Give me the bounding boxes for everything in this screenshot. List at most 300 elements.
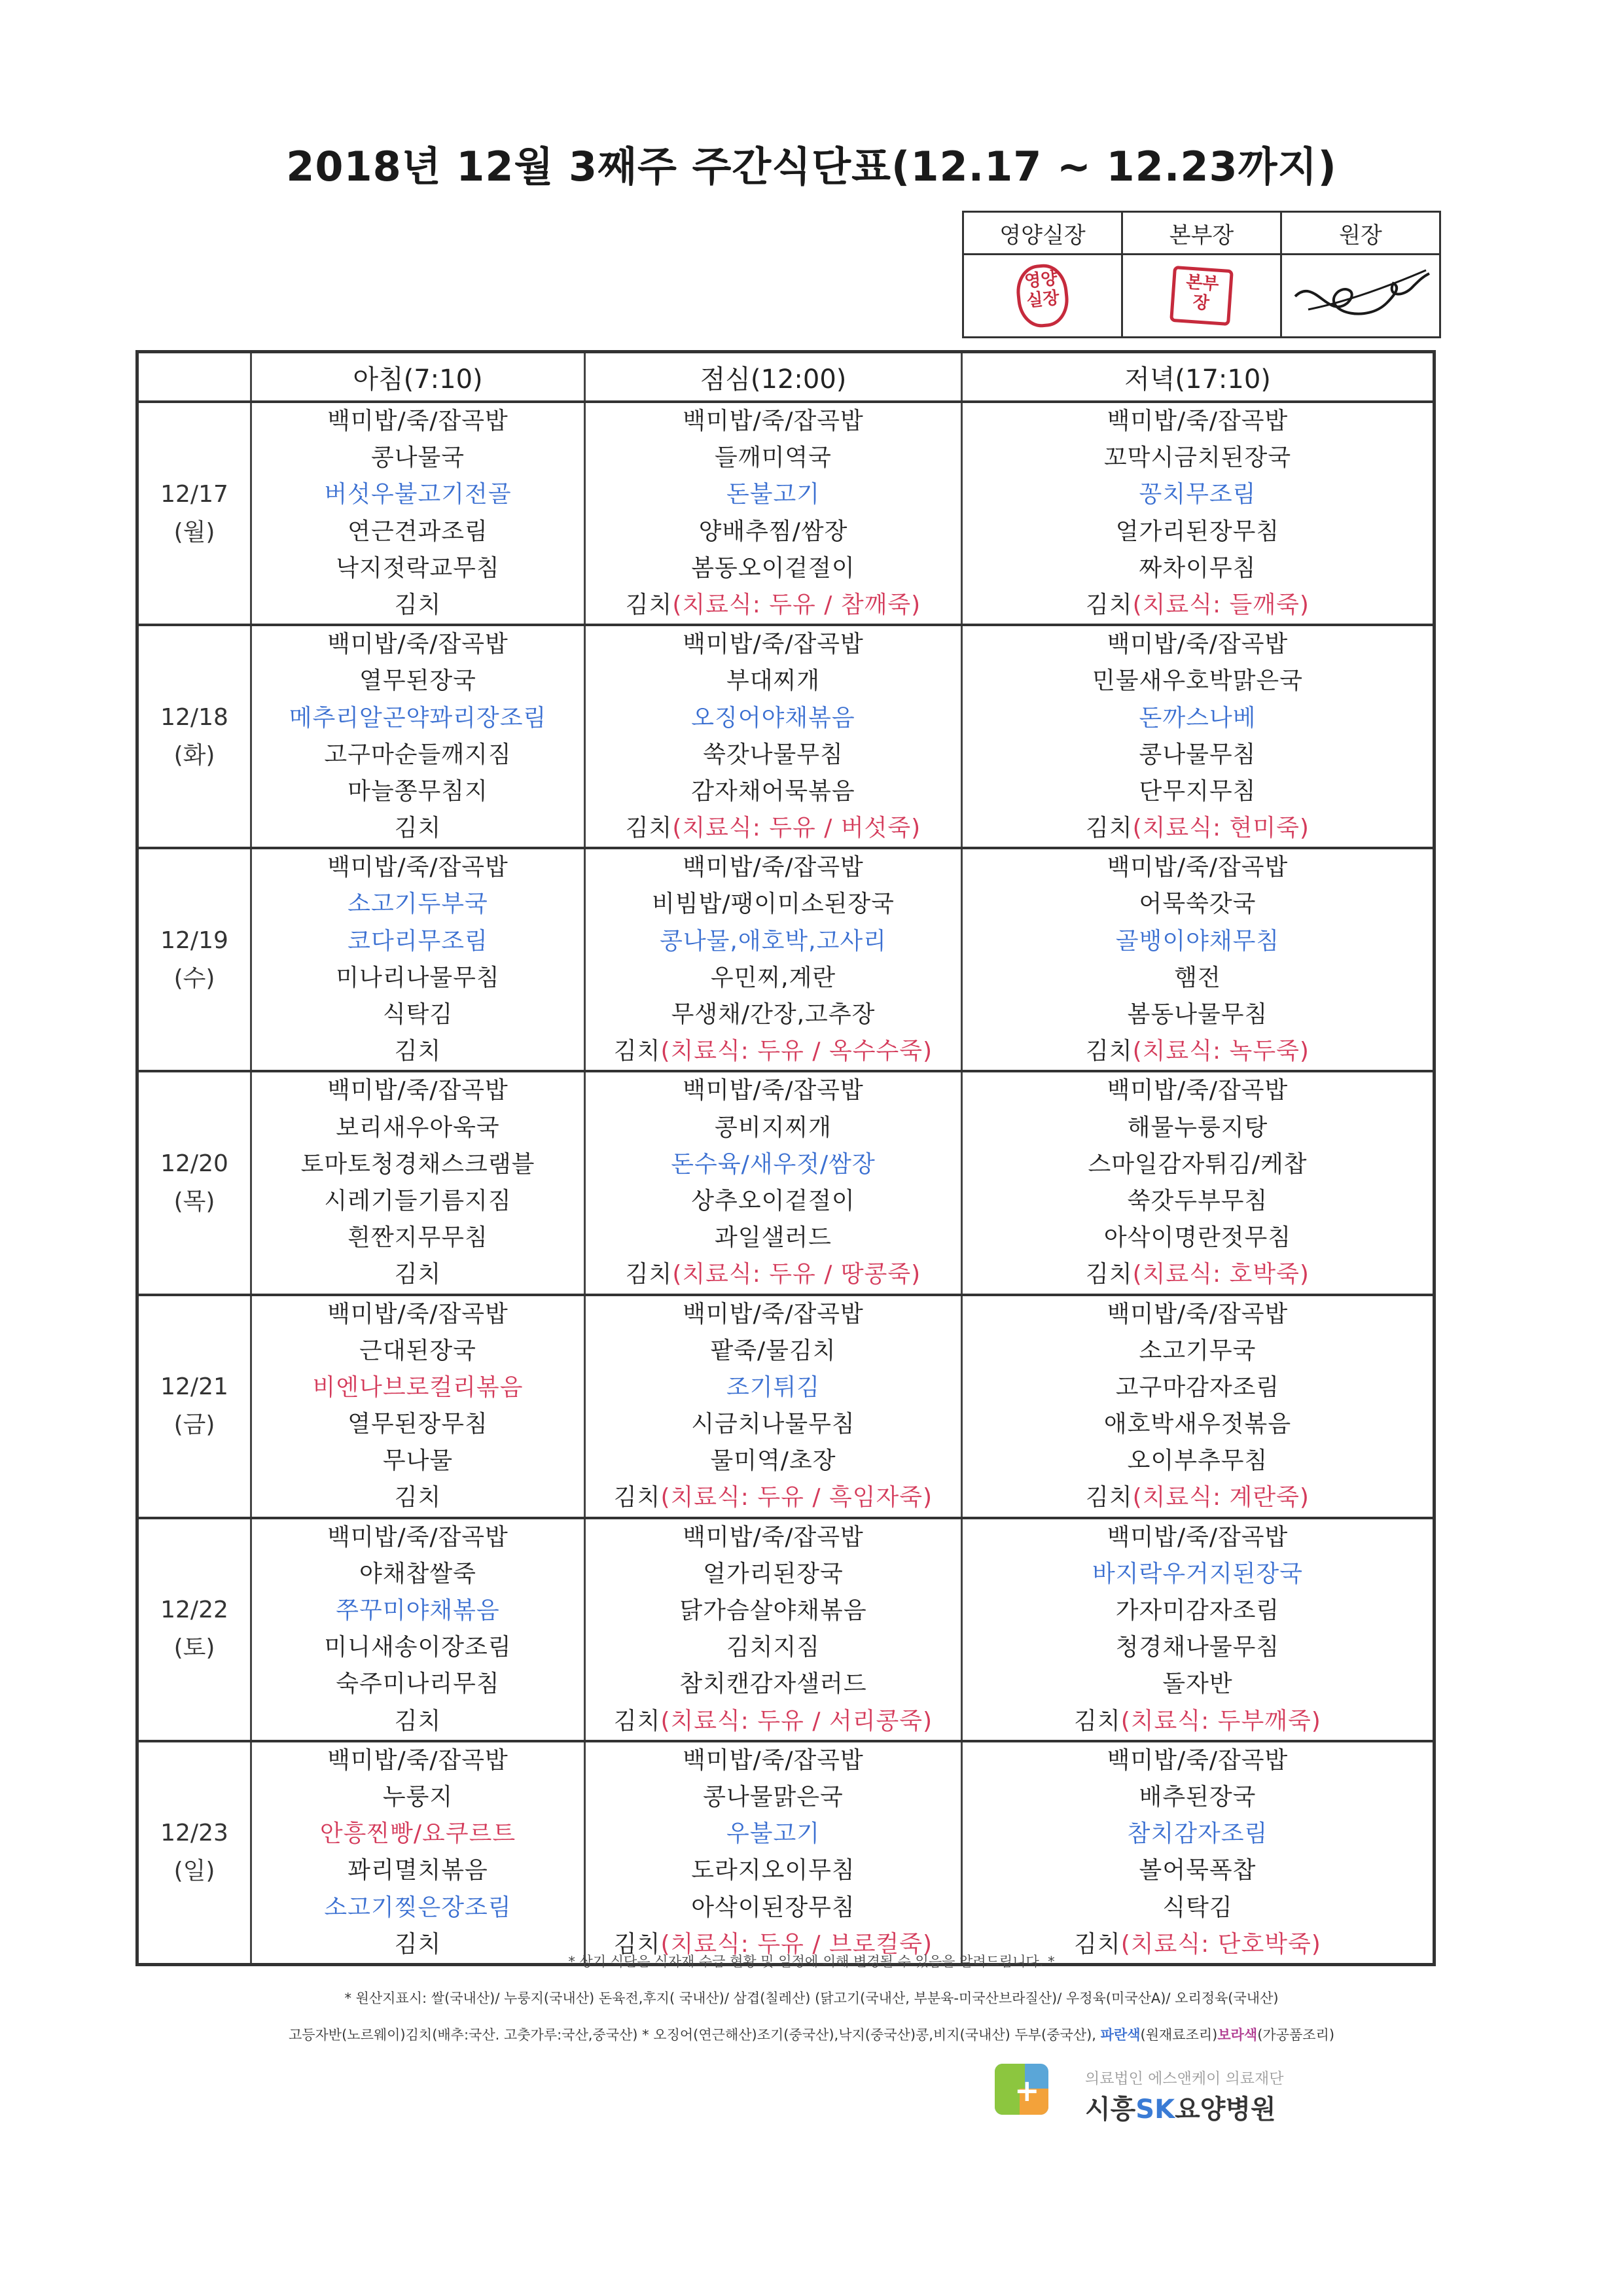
menu-item-text: 코다리무조림 <box>348 927 488 955</box>
legend-purple-word: 보라색 <box>1217 2027 1258 2043</box>
menu-item <box>586 626 961 663</box>
day-label <box>137 1071 251 1294</box>
menu-item <box>963 1406 1433 1443</box>
menu-item <box>252 886 584 923</box>
approval-label-president: 원장 <box>1281 212 1440 255</box>
menu-item-text: 민물새우호박맑은국 <box>1092 667 1303 695</box>
day-row <box>137 848 1435 1071</box>
menu-item <box>586 810 961 847</box>
menu-item <box>586 1256 961 1293</box>
menu-item-text: 시금치나물무침 <box>691 1411 855 1438</box>
header-breakfast: 아침(7:10) <box>251 352 585 402</box>
seal-stamp-icon: 영양 실장 <box>1014 262 1071 330</box>
org-name-sk: SK <box>1135 2094 1175 2125</box>
menu-item <box>963 1033 1433 1070</box>
menu-item <box>963 1333 1433 1369</box>
menu-item <box>963 663 1433 699</box>
day-date: 12/23 <box>160 1820 228 1847</box>
menu-item <box>252 1890 584 1926</box>
menu-item <box>586 1779 961 1816</box>
menu-item <box>252 514 584 550</box>
menu-item <box>963 810 1433 847</box>
menu-item <box>586 960 961 997</box>
menu-item <box>586 440 961 476</box>
approval-label-nutrition: 영양실장 <box>963 212 1122 255</box>
seal-stamp-icon: 본부 장 <box>1169 266 1234 326</box>
menu-item <box>963 1742 1433 1779</box>
menu-item-text: 토마토청경채스크램블 <box>300 1150 535 1178</box>
menu-item <box>963 587 1433 624</box>
day-date: 12/21 <box>160 1373 228 1401</box>
menu-item <box>252 1369 584 1406</box>
menu-item-text: 상추오이겉절이 <box>691 1187 855 1214</box>
menu-item <box>963 550 1433 587</box>
menu-item <box>252 1443 584 1479</box>
menu-item-text: 김치 <box>613 1484 661 1511</box>
menu-item-text: 김치 <box>1086 1484 1133 1511</box>
menu-item-text: 김치 <box>394 1484 442 1511</box>
menu-item-text: 백미밥/죽/잡곡밥 <box>1107 408 1289 434</box>
day-row <box>137 1741 1435 1965</box>
menu-item-text: 김치 <box>394 1038 442 1065</box>
menu-item-text: 조기튀김 <box>726 1373 821 1401</box>
menu-item-text: 백미밥/죽/잡곡밥 <box>683 1746 864 1774</box>
menu-item <box>586 587 961 624</box>
menu-item-text: 백미밥/죽/잡곡밥 <box>1107 1300 1289 1328</box>
menu-item-text: 바지락우거지된장국 <box>1092 1560 1303 1587</box>
menu-item-text: 스마일감자튀김/케찹 <box>1088 1150 1308 1178</box>
menu-item <box>252 1779 584 1816</box>
menu-item-text: 콩나물국 <box>370 444 465 472</box>
menu-item-text: 짜차이무침 <box>1139 554 1257 582</box>
menu-item-text: 연근견과조림 <box>348 518 488 545</box>
menu-item-text: 소고기찢은장조림 <box>324 1894 512 1921</box>
menu-item-text: 청경채나물무침 <box>1115 1634 1280 1661</box>
therapy-diet-note: (치료식: 두유 / 서리콩죽) <box>660 1707 933 1735</box>
menu-item <box>586 1072 961 1109</box>
menu-item <box>252 1593 584 1629</box>
menu-item <box>586 923 961 960</box>
legend-purple-desc: (가공품조리) <box>1257 2027 1335 2043</box>
menu-item-text: 김치 <box>394 1261 442 1288</box>
menu-item <box>963 440 1433 476</box>
menu-item-text: 무생채/간장,고추장 <box>671 1001 876 1028</box>
menu-item <box>963 886 1433 923</box>
menu-item <box>252 737 584 773</box>
menu-item <box>963 1816 1433 1852</box>
lunch-cell <box>585 402 962 625</box>
menu-item <box>963 1779 1433 1816</box>
origin-line-1: * 원산지표시: 쌀(국내산)/ 누룽지(국내산) 돈육전,후지( 국내산)/ 삼겹(칠레산) (닭고기(국내산, 부분육-미국산브라질산)/ 우정육(미국산A)/ 오리정육(국내산) <box>344 1990 1279 2006</box>
menu-item-text: 백미밥/죽/잡곡밥 <box>327 1300 508 1328</box>
menu-item <box>963 1852 1433 1889</box>
origin-line-2-text: 고등자반(노르웨이)김치(배추:국산. 고춧가루:국산,중국산) * 오징어(연근해산)조기(중국산),낙지(중국산)콩,비지(국내산) 두부(중국산), <box>288 2027 1096 2043</box>
menu-item <box>963 626 1433 663</box>
menu-item-text: 메추리알곤약꽈리장조림 <box>289 704 547 732</box>
page-title: 2018년 12월 3째주 주간식단표(12.17 ~ 12.23까지) <box>286 143 1337 190</box>
breakfast-cell <box>251 402 585 625</box>
menu-item <box>252 1333 584 1369</box>
day-label <box>137 625 251 848</box>
menu-item-text: 소고기두부국 <box>348 891 488 918</box>
menu-item <box>252 1816 584 1852</box>
menu-item <box>963 1220 1433 1256</box>
menu-item <box>963 514 1433 550</box>
menu-item <box>963 476 1433 513</box>
menu-item <box>586 403 961 440</box>
menu-item-text: 열무된장국 <box>359 667 476 695</box>
menu-item <box>252 440 584 476</box>
menu-item <box>586 514 961 550</box>
menu-item-text: 양배추찜/쌈장 <box>698 518 848 545</box>
menu-item-text: 버섯우불고기전골 <box>324 481 512 508</box>
menu-item-text: 비엔나브로컬리볶음 <box>312 1373 524 1401</box>
menu-item <box>252 923 584 960</box>
dinner-cell <box>962 848 1435 1071</box>
menu-item <box>586 1629 961 1666</box>
dinner-cell <box>962 1741 1435 1965</box>
menu-item-text: 콩비지찌개 <box>715 1114 832 1141</box>
menu-item-text: 단무지무침 <box>1139 777 1257 805</box>
menu-item-text: 돈불고기 <box>726 481 821 508</box>
header-dinner: 저녁(17:10) <box>962 352 1435 402</box>
menu-item-text: 김치 <box>1074 1930 1121 1958</box>
menu-item-text: 백미밥/죽/잡곡밥 <box>327 631 508 658</box>
menu-item <box>252 476 584 513</box>
menu-item <box>586 1220 961 1256</box>
menu-item-text: 야채찹쌀죽 <box>359 1560 476 1587</box>
menu-item <box>586 1703 961 1740</box>
menu-item-text: 시레기들기름지짐 <box>324 1187 512 1214</box>
menu-table <box>135 350 1436 1966</box>
lunch-cell <box>585 1518 962 1741</box>
menu-item <box>963 1146 1433 1183</box>
therapy-diet-note: (치료식: 두유 / 옥수수죽) <box>660 1038 933 1065</box>
menu-item-text: 백미밥/죽/잡곡밥 <box>1107 631 1289 658</box>
menu-item-text: 김치 <box>1086 815 1133 842</box>
menu-item-text: 김치 <box>394 1707 442 1735</box>
dinner-cell <box>962 1295 1435 1518</box>
menu-item-text: 고구마순들깨지짐 <box>324 741 512 768</box>
menu-item-text: 백미밥/죽/잡곡밥 <box>1107 1077 1289 1104</box>
hospital-logo-icon: + <box>995 2064 1048 2115</box>
org-subtitle: 의료법인 에스앤케이 의료재단 <box>1085 2070 1284 2087</box>
breakfast-cell <box>251 1741 585 1965</box>
breakfast-cell <box>251 625 585 848</box>
menu-item-text: 백미밥/죽/잡곡밥 <box>683 1077 864 1104</box>
breakfast-cell <box>251 1518 585 1741</box>
day-label <box>137 848 251 1071</box>
menu-item <box>252 1220 584 1256</box>
menu-item <box>252 1146 584 1183</box>
menu-item-text: 꼬막시금치된장국 <box>1103 444 1292 472</box>
dinner-cell <box>962 402 1435 625</box>
menu-item-text: 백미밥/죽/잡곡밥 <box>683 1300 864 1328</box>
menu-item-text: 백미밥/죽/잡곡밥 <box>327 408 508 434</box>
menu-item-text: 김치 <box>625 591 673 618</box>
dinner-cell <box>962 1071 1435 1294</box>
day-weekday: (목) <box>173 1188 215 1215</box>
approval-box <box>962 211 1441 338</box>
menu-item-text: 흰짠지무무침 <box>348 1224 488 1252</box>
breakfast-cell <box>251 1071 585 1294</box>
menu-item-text: 닭가슴살야채볶음 <box>679 1597 867 1624</box>
menu-item-text: 미나리나물무침 <box>336 964 500 991</box>
menu-item-text: 김치 <box>613 1038 661 1065</box>
menu-item <box>586 1443 961 1479</box>
menu-item-text: 김치 <box>1086 591 1133 618</box>
therapy-diet-note: (치료식: 두유 / 버섯죽) <box>672 815 921 842</box>
header-lunch: 점심(12:00) <box>585 352 962 402</box>
menu-item-text: 백미밥/죽/잡곡밥 <box>683 854 864 881</box>
breakfast-cell <box>251 848 585 1071</box>
menu-item <box>252 1556 584 1593</box>
menu-item-text: 햄전 <box>1174 964 1221 991</box>
therapy-diet-note: (치료식: 들깨죽) <box>1132 591 1310 618</box>
legend-blue-word: 파란색 <box>1100 2027 1141 2043</box>
menu-item <box>586 1852 961 1889</box>
org-name-suffix: 요양병원 <box>1175 2094 1276 2125</box>
menu-item <box>963 923 1433 960</box>
menu-item <box>963 1296 1433 1333</box>
menu-item <box>252 1256 584 1293</box>
menu-item-text: 오이부추무침 <box>1127 1447 1268 1475</box>
menu-item <box>252 1742 584 1779</box>
menu-item-text: 부대찌개 <box>726 667 821 695</box>
menu-item <box>586 1296 961 1333</box>
menu-item <box>963 1072 1433 1109</box>
day-row <box>137 1518 1435 1741</box>
menu-item <box>586 1333 961 1369</box>
day-label <box>137 1295 251 1518</box>
menu-item <box>252 700 584 737</box>
menu-item <box>963 960 1433 997</box>
menu-item-text: 쭈꾸미야채볶음 <box>336 1597 500 1624</box>
day-date: 12/18 <box>160 703 228 731</box>
menu-item-text: 얼가리된장국 <box>703 1560 844 1587</box>
menu-item <box>963 1183 1433 1220</box>
lunch-cell <box>585 1295 962 1518</box>
signature-icon <box>1289 257 1433 329</box>
menu-item <box>252 1479 584 1516</box>
menu-item-text: 안흥찐빵/요쿠르트 <box>319 1820 516 1848</box>
menu-item-text: 열무된장무침 <box>348 1411 488 1438</box>
menu-item-text: 마늘쫑무침지 <box>348 777 488 805</box>
menu-item-text: 백미밥/죽/잡곡밥 <box>327 1746 508 1774</box>
day-date: 12/17 <box>160 480 228 508</box>
day-row <box>137 402 1435 625</box>
lunch-cell <box>585 625 962 848</box>
menu-item-text: 배추된장국 <box>1139 1783 1257 1810</box>
menu-item-text: 봄동오이겉절이 <box>691 554 855 582</box>
menu-item <box>252 1629 584 1666</box>
menu-item <box>586 1183 961 1220</box>
day-date: 12/22 <box>160 1597 228 1624</box>
menu-item <box>586 1666 961 1703</box>
org-name-prefix: 시흥 <box>1085 2094 1136 2125</box>
menu-item <box>963 1443 1433 1479</box>
approval-label-director: 본부장 <box>1122 212 1281 255</box>
menu-item <box>586 550 961 587</box>
menu-item-text: 무나물 <box>382 1447 454 1475</box>
therapy-diet-note: (치료식: 두유 / 흑임자죽) <box>660 1484 933 1511</box>
menu-item-text: 우민찌,계란 <box>710 964 836 991</box>
menu-item <box>963 1369 1433 1406</box>
menu-item-text: 김치 <box>625 815 673 842</box>
day-row <box>137 625 1435 848</box>
menu-item-text: 쑥갓두부무침 <box>1127 1187 1268 1214</box>
day-row <box>137 1071 1435 1294</box>
menu-item <box>586 1369 961 1406</box>
menu-item-text: 애호박새우젓볶음 <box>1103 1411 1292 1438</box>
menu-item <box>586 997 961 1033</box>
menu-item-text: 김치지짐 <box>726 1634 821 1661</box>
menu-item <box>586 1519 961 1556</box>
breakfast-cell <box>251 1295 585 1518</box>
therapy-diet-note: (치료식: 두부깨죽) <box>1120 1707 1321 1735</box>
menu-item <box>252 1296 584 1333</box>
menu-item <box>252 1666 584 1703</box>
lunch-cell <box>585 848 962 1071</box>
menu-item <box>252 663 584 699</box>
menu-item-text: 백미밥/죽/잡곡밥 <box>1107 854 1289 881</box>
therapy-diet-note: (치료식: 두유 / 참깨죽) <box>672 591 921 618</box>
menu-item-text: 낙지젓락교무침 <box>336 554 500 582</box>
therapy-diet-note: (치료식: 호박죽) <box>1132 1261 1310 1288</box>
dinner-cell <box>962 1518 1435 1741</box>
org-name <box>1085 2089 1276 2126</box>
menu-item-text: 볼어묵폭찹 <box>1139 1857 1257 1884</box>
day-label <box>137 1518 251 1741</box>
menu-item-text: 감자채어묵볶음 <box>691 777 855 805</box>
menu-item <box>963 773 1433 810</box>
menu-item <box>252 960 584 997</box>
menu-item-text: 근대된장국 <box>359 1337 476 1364</box>
menu-item-text: 김치 <box>394 1930 442 1958</box>
therapy-diet-note: (치료식: 두유 / 브로컬죽) <box>660 1930 933 1958</box>
menu-item-text: 얼가리된장무침 <box>1115 518 1280 545</box>
menu-item <box>586 1146 961 1183</box>
menu-item-text: 가자미감자조림 <box>1115 1597 1280 1624</box>
menu-item-text: 김치 <box>394 591 442 618</box>
menu-item-text: 아삭이된장무침 <box>691 1894 855 1921</box>
menu-item <box>252 1703 584 1740</box>
menu-item <box>252 550 584 587</box>
day-label <box>137 1741 251 1965</box>
menu-item-text: 우불고기 <box>726 1820 821 1848</box>
menu-item <box>586 1110 961 1146</box>
menu-item-text: 김치 <box>1086 1261 1133 1288</box>
menu-item <box>586 773 961 810</box>
menu-item-text: 꽁치무조림 <box>1139 481 1257 508</box>
menu-item <box>586 1816 961 1852</box>
menu-item <box>586 737 961 773</box>
menu-item-text: 물미역/초장 <box>710 1447 836 1475</box>
menu-item <box>586 700 961 737</box>
day-date: 12/19 <box>160 927 228 954</box>
menu-item-text: 골뱅이야채무침 <box>1115 927 1280 955</box>
menu-item <box>586 1593 961 1629</box>
lunch-cell <box>585 1741 962 1965</box>
menu-item-text: 돈수육/새우젓/쌈장 <box>671 1150 876 1178</box>
therapy-diet-note: (치료식: 현미죽) <box>1132 815 1310 842</box>
menu-item <box>963 1556 1433 1593</box>
menu-item-text: 백미밥/죽/잡곡밥 <box>1107 1746 1289 1774</box>
day-date: 12/20 <box>160 1150 228 1177</box>
menu-item-text: 고구마감자조림 <box>1115 1373 1280 1401</box>
approval-stamp-cell-1 <box>963 255 1122 338</box>
menu-item <box>963 1519 1433 1556</box>
day-weekday: (금) <box>173 1411 215 1439</box>
menu-item <box>252 403 584 440</box>
menu-item <box>586 1479 961 1516</box>
therapy-diet-note: (치료식: 계란죽) <box>1132 1484 1310 1511</box>
menu-item-text: 콩나물무침 <box>1139 741 1257 768</box>
menu-item <box>586 476 961 513</box>
menu-item-text: 김치 <box>625 1261 673 1288</box>
menu-item <box>252 810 584 847</box>
menu-item-text: 김치 <box>1074 1707 1121 1735</box>
menu-item-text: 백미밥/죽/잡곡밥 <box>683 631 864 658</box>
menu-item <box>963 1593 1433 1629</box>
approval-signature-cell <box>1281 255 1440 338</box>
menu-item <box>586 886 961 923</box>
menu-item <box>252 1110 584 1146</box>
change-notice: * 상기 식단은 식자재 수급 현황 및 일정에 의해 변경될 수 있음을 알려드립니다. * <box>568 1954 1055 1969</box>
menu-item <box>252 1519 584 1556</box>
menu-item-text: 김치 <box>613 1707 661 1735</box>
menu-item-text: 김치 <box>1086 1038 1133 1065</box>
day-row <box>137 1295 1435 1518</box>
therapy-diet-note: (치료식: 단호박죽) <box>1120 1930 1321 1958</box>
therapy-diet-note: (치료식: 두유 / 땅콩죽) <box>672 1261 921 1288</box>
menu-item-text: 백미밥/죽/잡곡밥 <box>683 1523 864 1551</box>
menu-item <box>252 1033 584 1070</box>
menu-item <box>963 1890 1433 1926</box>
menu-item <box>963 1629 1433 1666</box>
menu-item <box>963 997 1433 1033</box>
menu-item-text: 백미밥/죽/잡곡밥 <box>1107 1523 1289 1551</box>
day-weekday: (수) <box>173 964 215 992</box>
menu-item <box>586 1742 961 1779</box>
menu-item-text: 돈까스나베 <box>1139 704 1257 732</box>
menu-item-text: 참치캔감자샐러드 <box>679 1670 867 1698</box>
menu-item-text: 콩나물맑은국 <box>703 1783 844 1810</box>
menu-item <box>963 403 1433 440</box>
menu-item <box>586 1033 961 1070</box>
day-weekday: (일) <box>173 1858 215 1885</box>
menu-item-text: 누룽지 <box>382 1783 454 1810</box>
menu-item-text: 들깨미역국 <box>715 444 832 472</box>
menu-item <box>252 1852 584 1889</box>
legend-blue-desc: (원재료조리) <box>1140 2027 1218 2043</box>
menu-item-text: 꽈리멸치볶음 <box>348 1857 488 1884</box>
menu-item <box>586 1890 961 1926</box>
menu-item <box>963 1479 1433 1516</box>
dinner-cell <box>962 625 1435 848</box>
menu-item-text: 보리새우아욱국 <box>336 1114 500 1141</box>
menu-item-text: 비빔밥/팽이미소된장국 <box>652 891 895 918</box>
menu-item <box>252 773 584 810</box>
menu-item <box>586 1556 961 1593</box>
menu-item <box>586 849 961 886</box>
approval-stamp-cell-2 <box>1122 255 1281 338</box>
menu-item-text: 해물누룽지탕 <box>1127 1114 1268 1141</box>
menu-item-text: 어묵쑥갓국 <box>1139 891 1257 918</box>
menu-item <box>252 1406 584 1443</box>
menu-item-text: 백미밥/죽/잡곡밥 <box>327 1077 508 1104</box>
menu-item-text: 백미밥/죽/잡곡밥 <box>327 854 508 881</box>
